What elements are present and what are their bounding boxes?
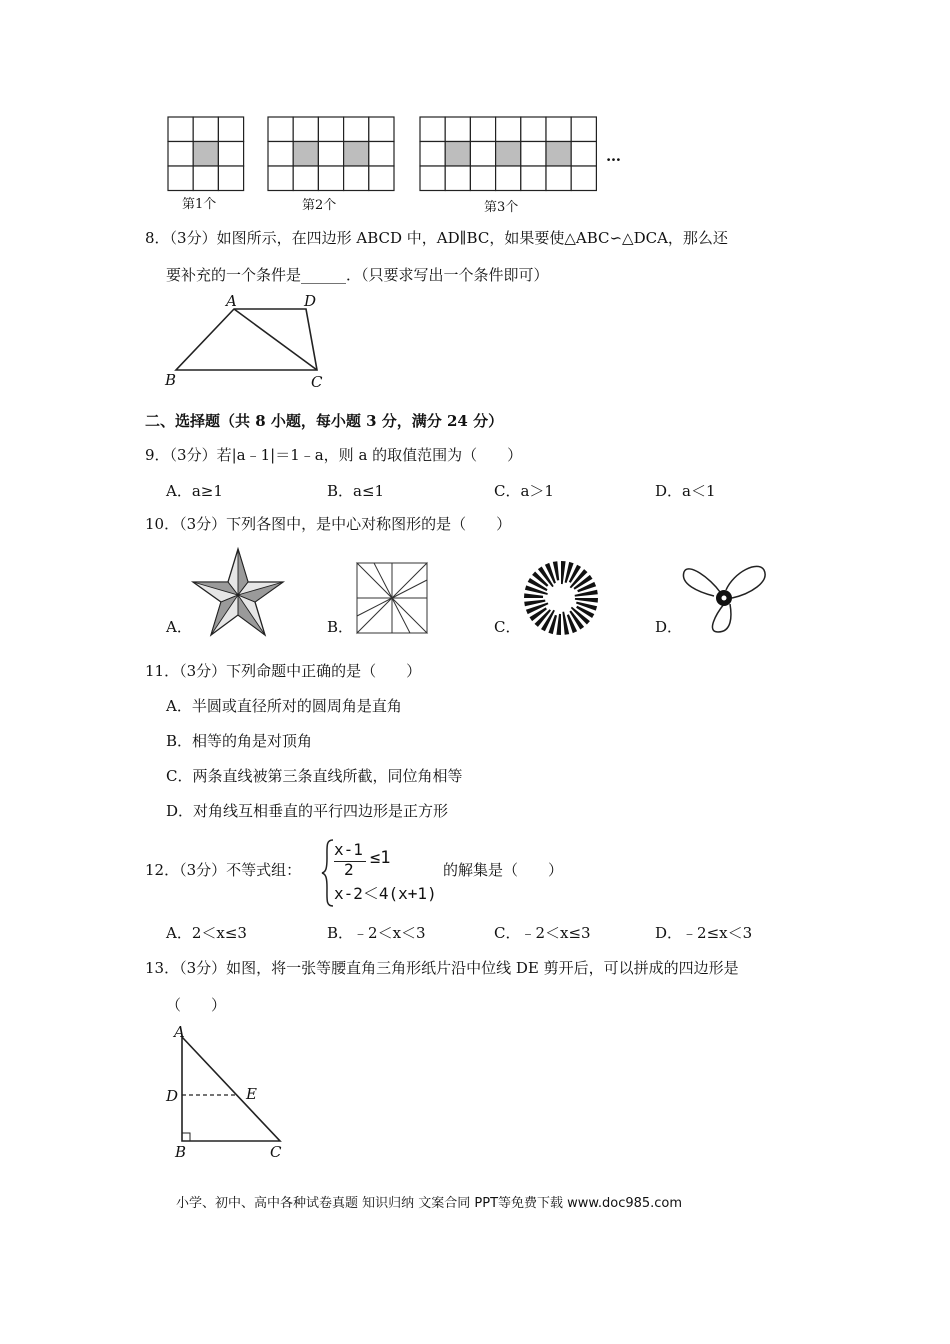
q13-point-a: A xyxy=(174,1023,185,1041)
q13-text: 如图，将一张等腰直角三角形纸片沿中位线 DE 剪开后，可以拼成的四边形是 xyxy=(226,959,739,977)
grid-cell xyxy=(445,166,470,191)
grid-cell xyxy=(168,166,193,191)
sunburst-ray xyxy=(556,614,561,635)
grid-cell xyxy=(420,142,445,167)
q12-option-d: D．﹣2≤x＜3 xyxy=(655,924,753,942)
section-2-title: 二、选择题（共 8 小题，每小题 3 分，满分 24 分） xyxy=(145,412,504,430)
grid-cell xyxy=(318,166,343,191)
grid-cell xyxy=(193,117,218,142)
q11-option-d: D．对角线互相垂直的平行四边形是正方形 xyxy=(166,802,449,820)
grid-cell xyxy=(268,117,293,142)
q11-text: 下列命题中正确的是（ ） xyxy=(226,662,422,680)
q9-option-b: B．a≤1 xyxy=(327,482,385,500)
star-figure xyxy=(190,545,290,640)
q8-score: （3分） xyxy=(169,229,217,247)
grid-cell xyxy=(318,117,343,142)
grid-cell xyxy=(496,166,521,191)
grid-cell xyxy=(470,117,495,142)
grid-cell xyxy=(521,117,546,142)
q12-row1-relation: ≤1 xyxy=(370,848,391,868)
q13-triangle-figure xyxy=(170,1025,310,1165)
grid-cell xyxy=(193,166,218,191)
q11-option-a: A．半圆或直径所对的圆周角是直角 xyxy=(166,697,402,715)
grid-cell xyxy=(193,142,218,167)
q8-point-a: A xyxy=(226,292,237,310)
q10-score: （3分） xyxy=(179,515,227,533)
q13-number: 13． xyxy=(145,959,180,977)
grid-label-1: 第1个 xyxy=(182,197,217,212)
q13-stem-line2: （ ） xyxy=(166,996,227,1014)
q8-point-b: B xyxy=(165,371,177,389)
q9-number: 9． xyxy=(145,446,170,464)
q8-point-c: C xyxy=(311,373,323,391)
grid-cell xyxy=(318,142,343,167)
grid-cell xyxy=(168,142,193,167)
q8-stem-line1 xyxy=(145,228,728,248)
q9-text: 若|a﹣1|＝1﹣a，则 a 的取值范围为（ ） xyxy=(216,446,523,464)
grid-cell xyxy=(293,166,318,191)
grid-cell xyxy=(218,142,243,167)
q8-trapezoid-figure xyxy=(160,290,360,390)
grid-cell xyxy=(496,142,521,167)
grid-cell xyxy=(344,117,369,142)
q9-score: （3分） xyxy=(169,446,217,464)
sunburst-center xyxy=(549,586,573,610)
q13-stem-line1 xyxy=(145,958,739,978)
grid-cell xyxy=(546,166,571,191)
q12-number: 12． xyxy=(145,861,180,879)
q8-text: 如图所示，在四边形 ABCD 中，AD∥BC，如果要使△ABC∽△DCA，那么还 xyxy=(216,229,728,247)
q12-stem xyxy=(145,860,301,880)
grid-cell xyxy=(344,166,369,191)
q8-number: 8． xyxy=(145,229,170,247)
grid-cell xyxy=(293,117,318,142)
grid-pattern-figure xyxy=(0,0,950,220)
q12-row1-denominator: 2 xyxy=(344,860,354,879)
q10-number: 10． xyxy=(145,515,180,533)
grid-cell xyxy=(496,117,521,142)
grid-cell xyxy=(293,142,318,167)
grid-cell xyxy=(571,142,596,167)
q9-option-a: A．a≥1 xyxy=(166,482,223,500)
q9-option-c: C．a＞1 xyxy=(494,482,554,500)
q9-stem xyxy=(145,445,522,465)
sunburst-ray xyxy=(561,561,566,584)
grid-label-3: 第3个 xyxy=(484,200,519,215)
q12-option-c: C．﹣2＜x≤3 xyxy=(494,924,591,942)
pinwheel-figure xyxy=(354,560,434,640)
grid-cell xyxy=(218,117,243,142)
q13-point-d: D xyxy=(166,1087,179,1105)
sunburst-ray xyxy=(525,585,548,595)
q9-option-d: D．a＜1 xyxy=(655,482,716,500)
q10-option-d: D． xyxy=(655,618,683,636)
q11-number: 11． xyxy=(145,662,180,680)
grid-cell xyxy=(571,117,596,142)
grid-cell xyxy=(369,166,394,191)
q10-option-a: A． xyxy=(166,618,192,636)
grid-cell xyxy=(546,142,571,167)
grid-cell xyxy=(369,117,394,142)
grid-cell xyxy=(268,142,293,167)
grid-cell xyxy=(369,142,394,167)
grid-cell xyxy=(218,166,243,191)
q11-option-b: B．相等的角是对顶角 xyxy=(166,732,313,750)
q13-score: （3分） xyxy=(179,959,227,977)
q12-option-b: B．﹣2＜x＜3 xyxy=(327,924,426,942)
sunburst-ray xyxy=(524,593,543,598)
grid-cell xyxy=(420,117,445,142)
grid-cell xyxy=(268,166,293,191)
q13-point-e: E xyxy=(246,1085,257,1103)
q12-option-a: A．2＜x≤3 xyxy=(166,924,247,942)
q10-option-b: B． xyxy=(327,618,354,636)
grid-cell xyxy=(521,142,546,167)
q12-text-post: 的解集是（ ） xyxy=(443,861,564,879)
sunburst-ray xyxy=(575,598,598,603)
grid-cell xyxy=(521,166,546,191)
q8-point-d: D xyxy=(304,292,317,310)
q13-point-b: B xyxy=(175,1143,187,1161)
q11-stem xyxy=(145,661,421,681)
grid-cell xyxy=(420,166,445,191)
q13-point-c: C xyxy=(270,1143,282,1161)
q12-score: （3分） xyxy=(179,861,227,879)
grid-cell xyxy=(571,166,596,191)
q12-row1-numerator: x-1 xyxy=(334,840,363,859)
q12-text-pre: 不等式组： xyxy=(226,861,302,879)
fan-figure xyxy=(680,558,775,638)
q10-text: 下列各图中，是中心对称图形的是（ ） xyxy=(226,515,512,533)
sunburst-figure xyxy=(521,559,601,639)
q10-stem xyxy=(145,514,511,534)
grid-label-2: 第2个 xyxy=(302,198,337,213)
grid-cell xyxy=(445,142,470,167)
grid-cell xyxy=(445,117,470,142)
grid-ellipsis: … xyxy=(606,147,621,165)
q10-option-c: C． xyxy=(494,618,521,636)
q11-score: （3分） xyxy=(179,662,227,680)
grid-cell xyxy=(470,166,495,191)
grid-cell xyxy=(546,117,571,142)
q11-option-c: C．两条直线被第三条直线所截，同位角相等 xyxy=(166,767,463,785)
q12-row2: x-2＜4(x+1) xyxy=(334,884,437,903)
grid-cell xyxy=(470,142,495,167)
grid-cell xyxy=(344,142,369,167)
footer-text: 小学、初中、高中各种试卷真题 知识归纳 文案合同 PPT等免费下载 www.doc985.com xyxy=(176,1196,683,1211)
grid-cell xyxy=(168,117,193,142)
q8-stem-line2: 要补充的一个条件是______．（只要求写出一个条件即可） xyxy=(166,266,549,284)
